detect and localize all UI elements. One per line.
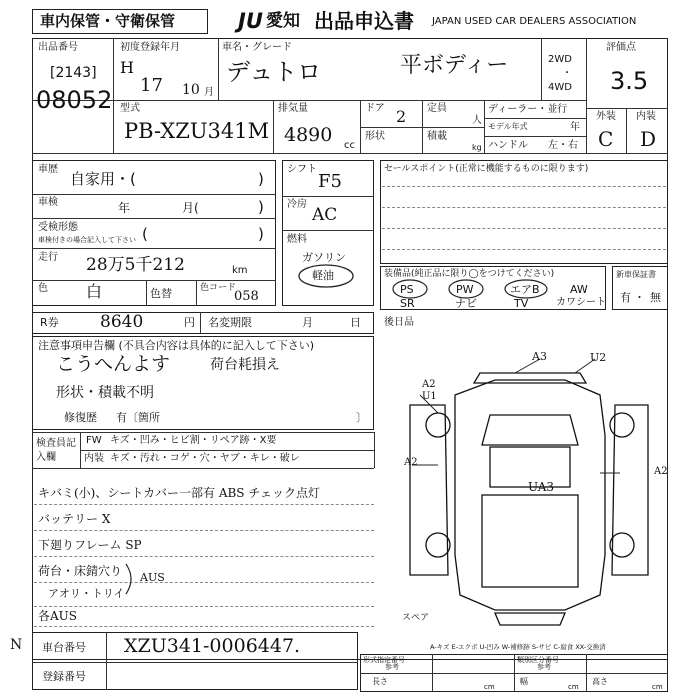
- car-name-label: 車名・グレード: [222, 42, 292, 53]
- margin-mark: N: [10, 637, 23, 653]
- rating-label: 評価点: [606, 42, 636, 53]
- handle-label: ハンドル: [488, 140, 528, 151]
- inspection-year: 年: [118, 201, 131, 215]
- class-sub: 参考: [537, 663, 551, 671]
- equipment-pw: PW: [456, 283, 474, 296]
- drive-sep: ・: [562, 68, 572, 79]
- height-unit: cm: [652, 683, 663, 691]
- warranty-yes: 有: [620, 291, 631, 304]
- fuel-label: 燃料: [287, 234, 307, 245]
- diagram-label-a2-1: A2: [422, 379, 436, 390]
- car-name: デュトロ: [226, 58, 322, 86]
- diagram-label-a3: A3: [532, 350, 547, 363]
- registration-era: H: [120, 58, 134, 77]
- notes-line2: 形状・積載不明: [56, 385, 154, 401]
- mileage-unit: km: [232, 265, 248, 276]
- fuel-diesel: 軽油: [312, 269, 334, 282]
- diagram-label-u1: U1: [422, 391, 437, 402]
- aichi-text: 愛知: [266, 11, 300, 31]
- inspector-row1: キズ・凹み・ヒビ割・リペア跡・X要: [110, 435, 277, 446]
- acceptance-open: (: [142, 225, 148, 243]
- inspection-close: ): [258, 198, 264, 216]
- chassis-value: XZU341-0006447.: [124, 635, 301, 657]
- form-title: 出品申込書: [314, 9, 414, 33]
- model-value: PB-XZU341M: [124, 119, 270, 143]
- registration-month-unit: 月: [204, 87, 214, 98]
- length-label: 長さ: [372, 677, 388, 686]
- lot-number: 08052: [36, 86, 113, 114]
- class-label: 類別区分番号: [517, 656, 559, 664]
- interior-value: D: [640, 127, 657, 151]
- registration-number-label: 登録番号: [42, 670, 86, 683]
- color-value: 白: [86, 282, 103, 301]
- inspector-note-1: キバミ(小)、シートカバー一部有 ABS チェック点灯: [38, 486, 320, 500]
- name-change-label: 名変期限: [208, 316, 252, 329]
- repair-close: 〕: [356, 411, 367, 424]
- capacity-unit: 人: [472, 115, 482, 126]
- drive-4wd: 4WD: [548, 82, 572, 93]
- registration-year: 17: [140, 75, 163, 96]
- equipment-navi: ナビ: [455, 297, 477, 310]
- color-code-value: 058: [234, 289, 259, 304]
- shift-value: F5: [318, 171, 342, 192]
- recycle-label: R券: [40, 316, 59, 329]
- displacement-value: 4890: [284, 124, 333, 146]
- inspection-label: 車検: [38, 197, 58, 208]
- type-sub: 参考: [385, 663, 399, 671]
- exterior-label: 外装: [596, 111, 616, 122]
- storage-badge-text: 車内保管・守衛保管: [40, 12, 176, 30]
- inspector-row2-label: 内装: [84, 453, 104, 464]
- inspector-note-3: 下廻りフレーム SP: [38, 538, 142, 552]
- diagram-spare-label: スペア: [402, 613, 430, 623]
- width-unit: cm: [568, 683, 579, 691]
- recycle-block: [32, 312, 374, 334]
- mileage-label: 走行: [38, 252, 58, 263]
- length-unit: cm: [484, 683, 495, 691]
- aus-mark: AUS: [140, 571, 165, 584]
- warranty-label: 新車保証書: [616, 270, 656, 279]
- notes-label: 注意事項申告欄 (不具合内容は具体的に記入して下さい): [38, 339, 315, 352]
- warranty-no: 無: [650, 291, 661, 304]
- recycle-unit: 円: [184, 316, 195, 329]
- model-label: 型式: [120, 103, 140, 114]
- damage-legend: A-キズ E-エクボ U-凹み W-補修跡 S-サビ C-腐食 XX-交換済: [430, 643, 606, 651]
- recycle-value: 8640: [100, 312, 144, 332]
- shift-label: シフト: [287, 164, 317, 175]
- notes-line1b: 荷台耗損え: [210, 357, 280, 373]
- displacement-unit: cc: [344, 140, 355, 151]
- capacity-label: 定員: [427, 103, 447, 114]
- association-name: JAPAN USED CAR DEALERS ASSOCIATION: [432, 16, 637, 27]
- fuel-gasoline: ガソリン: [302, 251, 346, 264]
- inspector-note-2: バッテリー X: [38, 512, 111, 526]
- name-change-day: 日: [350, 316, 361, 329]
- warranty-sep: ・: [634, 291, 645, 304]
- after-date-label: 後日品: [384, 317, 414, 328]
- diagram-label-a2-3: A2: [654, 466, 668, 477]
- repair-value: 有〔箇所: [116, 411, 160, 424]
- registration-month: 10: [182, 82, 200, 98]
- doors-label: ドア: [365, 103, 385, 114]
- rating-score: 3.5: [610, 67, 649, 95]
- ju-logo: JU: [238, 9, 263, 33]
- color-label: 色: [38, 283, 48, 294]
- diagram-label-a2-2: A2: [404, 457, 418, 468]
- diagram-label-ua3: UA3: [528, 480, 555, 494]
- registration-label: 初度登録年月: [120, 42, 180, 53]
- inspection-month: 月(: [182, 201, 199, 215]
- interior-label: 内装: [636, 111, 656, 122]
- acceptance-label: 受検形態: [38, 222, 78, 233]
- inspector-row2: キズ・汚れ・コゲ・穴・ヤブ・キレ・破レ: [110, 453, 300, 464]
- equipment-label: 装備品(純正品に限り◯をつけてください): [384, 269, 555, 279]
- inspector-note-6: 各AUS: [38, 609, 78, 623]
- notes-line1: こうへんよす: [56, 353, 171, 375]
- fuel-circle: [296, 262, 356, 292]
- acceptance-note: 車検付きの場合記入して下さい: [38, 236, 136, 244]
- dealer-label: ディーラー・並行: [488, 104, 568, 115]
- equipment-aw: AW: [570, 283, 588, 296]
- color-code-label: 色コード: [200, 283, 237, 293]
- payload-unit: kg: [472, 143, 482, 152]
- inspector-note-5: アオリ・トリイ: [48, 587, 125, 600]
- sales-point-label: セールスポイント(正常に機能するものに限ります): [384, 164, 589, 174]
- history-label: 車歴: [38, 164, 58, 175]
- equipment-kawaseat: カワシート: [556, 297, 606, 308]
- type-label: 形式指定番号: [363, 656, 405, 664]
- inspector-label: 検査員記入欄: [36, 438, 76, 463]
- width-label: 幅: [520, 677, 528, 686]
- history-block: [32, 160, 276, 306]
- equipment-ps: PS: [400, 283, 414, 296]
- equipment-circles: [390, 278, 560, 300]
- height-label: 高さ: [592, 677, 608, 686]
- history-value: 自家用・(: [70, 170, 136, 188]
- lot-label: 出品番号: [38, 42, 78, 53]
- car-grade: 平ボディー: [400, 53, 509, 78]
- doors-value: 2: [396, 107, 407, 126]
- color-change-label: 色替: [150, 287, 172, 300]
- model-year-unit: 年: [570, 122, 580, 133]
- equipment-airbag: エアB: [510, 283, 540, 296]
- lot-sub-number: [2143]: [50, 65, 97, 81]
- inspector-note-4: 荷台・床錆穴り: [38, 564, 123, 578]
- mileage-value: 28万5千212: [86, 255, 185, 275]
- acceptance-close: ): [258, 225, 264, 243]
- displacement-label: 排気量: [278, 103, 308, 114]
- handle-options: 左・右: [548, 140, 578, 151]
- equipment-tv: TV: [514, 297, 529, 310]
- payload-label: 積載: [427, 131, 447, 142]
- exterior-value: C: [598, 127, 614, 151]
- drive-2wd: 2WD: [548, 54, 572, 65]
- name-change-month: 月: [302, 316, 313, 329]
- ac-label: 冷房: [287, 199, 307, 210]
- ac-value: AC: [312, 205, 338, 225]
- diagram-label-u2: U2: [590, 351, 607, 364]
- chassis-label: 車台番号: [42, 641, 86, 654]
- equipment-sr: SR: [400, 297, 415, 310]
- aus-bracket: [124, 562, 138, 596]
- shape-label: 形状: [365, 131, 385, 142]
- model-year-label: モデル年式: [488, 122, 528, 131]
- inspector-row1-label: FW: [86, 435, 102, 446]
- repair-label: 修復歴: [64, 411, 97, 424]
- history-close: ): [258, 170, 264, 188]
